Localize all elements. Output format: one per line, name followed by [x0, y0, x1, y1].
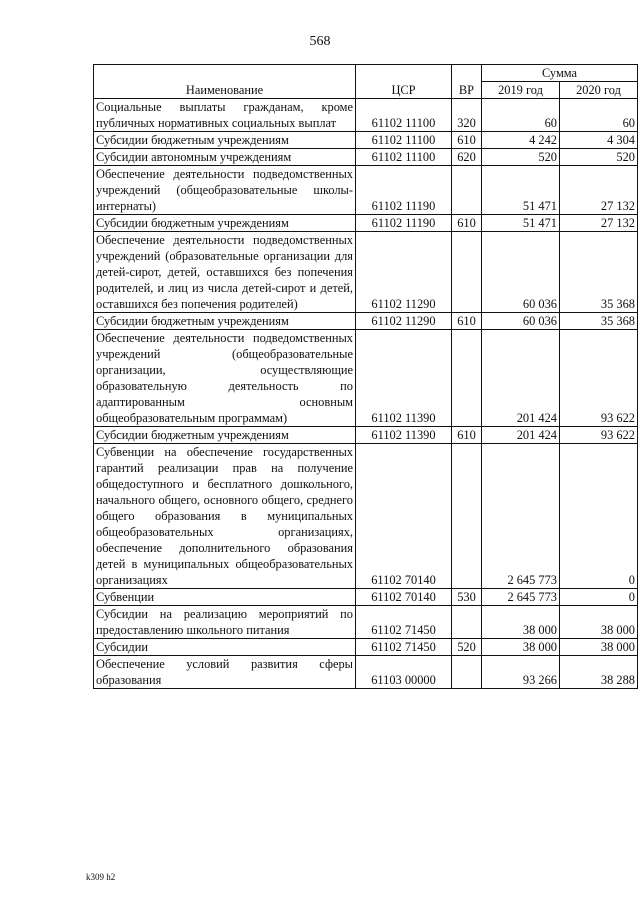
row-sum-2020: 0 [560, 589, 638, 606]
row-sum-2020: 38 000 [560, 639, 638, 656]
row-vr: 610 [452, 132, 482, 149]
row-name: Обеспечение деятельности подведомственных учреждений (образовательные организации для детей-сирот, детей, оставшихся без попечения родителей, и лиц из числа детей-сирот и детей, оставшихся без попечения родителей) [94, 232, 356, 313]
row-csr: 61102 11390 [356, 330, 452, 427]
row-sum-2019: 60 [482, 99, 560, 132]
row-sum-2020: 27 132 [560, 166, 638, 215]
table-row [94, 444, 638, 589]
row-sum-2019: 2 645 773 [482, 444, 560, 589]
footer-code: k309 h2 [86, 872, 116, 882]
row-sum-2020: 38 000 [560, 606, 638, 639]
header-sum: Сумма [482, 65, 638, 82]
row-csr: 61102 70140 [356, 589, 452, 606]
row-csr: 61102 11100 [356, 99, 452, 132]
table-row [94, 330, 638, 427]
table-body [94, 99, 638, 689]
row-sum-2020: 60 [560, 99, 638, 132]
row-vr [452, 232, 482, 313]
table-row [94, 166, 638, 215]
header-vr: ВР [452, 65, 482, 99]
row-vr: 610 [452, 215, 482, 232]
row-sum-2019: 51 471 [482, 215, 560, 232]
table-row [94, 589, 638, 606]
row-name: Обеспечение условий развития сферы образования [94, 656, 356, 689]
row-sum-2019: 93 266 [482, 656, 560, 689]
table-row [94, 99, 638, 132]
row-vr [452, 444, 482, 589]
row-name: Субсидии [94, 639, 356, 656]
row-sum-2020: 520 [560, 149, 638, 166]
row-sum-2020: 0 [560, 444, 638, 589]
row-vr: 620 [452, 149, 482, 166]
row-sum-2019: 38 000 [482, 639, 560, 656]
row-sum-2020: 35 368 [560, 313, 638, 330]
row-name: Социальные выплаты гражданам, кроме публичных нормативных социальных выплат [94, 99, 356, 132]
row-csr: 61103 00000 [356, 656, 452, 689]
table-row [94, 132, 638, 149]
table-row [94, 427, 638, 444]
row-sum-2020: 93 622 [560, 427, 638, 444]
row-name: Субсидии бюджетным учреждениям [94, 427, 356, 444]
row-sum-2019: 60 036 [482, 232, 560, 313]
row-vr: 610 [452, 313, 482, 330]
row-sum-2019: 201 424 [482, 427, 560, 444]
table-row [94, 232, 638, 313]
header-csr: ЦСР [356, 65, 452, 99]
row-name: Субсидии бюджетным учреждениям [94, 215, 356, 232]
row-vr: 320 [452, 99, 482, 132]
table-row [94, 149, 638, 166]
row-csr: 61102 11290 [356, 313, 452, 330]
row-csr: 61102 71450 [356, 639, 452, 656]
row-name: Субвенции [94, 589, 356, 606]
row-vr [452, 330, 482, 427]
row-csr: 61102 70140 [356, 444, 452, 589]
row-sum-2020: 4 304 [560, 132, 638, 149]
table-row [94, 639, 638, 656]
row-csr: 61102 11100 [356, 149, 452, 166]
header-name: Наименование [94, 65, 356, 99]
row-csr: 61102 11100 [356, 132, 452, 149]
table-row [94, 215, 638, 232]
row-name: Субсидии автономным учреждениям [94, 149, 356, 166]
row-csr: 61102 11190 [356, 166, 452, 215]
page-number: 568 [309, 34, 331, 49]
row-sum-2019: 201 424 [482, 330, 560, 427]
row-name: Субсидии бюджетным учреждениям [94, 313, 356, 330]
row-sum-2019: 38 000 [482, 606, 560, 639]
row-vr: 530 [452, 589, 482, 606]
row-csr: 61102 71450 [356, 606, 452, 639]
table-row [94, 313, 638, 330]
row-name: Субвенции на обеспечение государственных гарантий реализации прав на получение общедоступного и бесплатного дошкольного, начального общего, основного общего, среднего общего образования в муниципальных общеобразовательных организациях, обеспечение дополнительного образования детей в муниципальных общеобразовательных организациях [94, 444, 356, 589]
row-sum-2020: 93 622 [560, 330, 638, 427]
row-vr: 520 [452, 639, 482, 656]
row-csr: 61102 11290 [356, 232, 452, 313]
row-name: Субсидии бюджетным учреждениям [94, 132, 356, 149]
row-name: Обеспечение деятельности подведомственных учреждений (общеобразовательные школы-интернаты) [94, 166, 356, 215]
row-name: Обеспечение деятельности подведомственных учреждений (общеобразовательные организации, осуществляющие образовательную деятельность по адаптированным основным общеобразовательным программам) [94, 330, 356, 427]
table-row [94, 606, 638, 639]
row-sum-2019: 60 036 [482, 313, 560, 330]
table-row [94, 656, 638, 689]
row-vr: 610 [452, 427, 482, 444]
row-sum-2019: 51 471 [482, 166, 560, 215]
row-csr: 61102 11390 [356, 427, 452, 444]
row-csr: 61102 11190 [356, 215, 452, 232]
row-sum-2019: 4 242 [482, 132, 560, 149]
row-sum-2020: 27 132 [560, 215, 638, 232]
table-header [94, 65, 638, 99]
row-vr [452, 656, 482, 689]
row-vr [452, 166, 482, 215]
header-year-2019: 2019 год [482, 82, 560, 99]
row-sum-2020: 38 288 [560, 656, 638, 689]
row-sum-2019: 520 [482, 149, 560, 166]
row-sum-2020: 35 368 [560, 232, 638, 313]
row-sum-2019: 2 645 773 [482, 589, 560, 606]
header-year-2020: 2020 год [560, 82, 638, 99]
row-vr [452, 606, 482, 639]
row-name: Субсидии на реализацию мероприятий по предоставлению школьного питания [94, 606, 356, 639]
budget-table [93, 64, 638, 689]
